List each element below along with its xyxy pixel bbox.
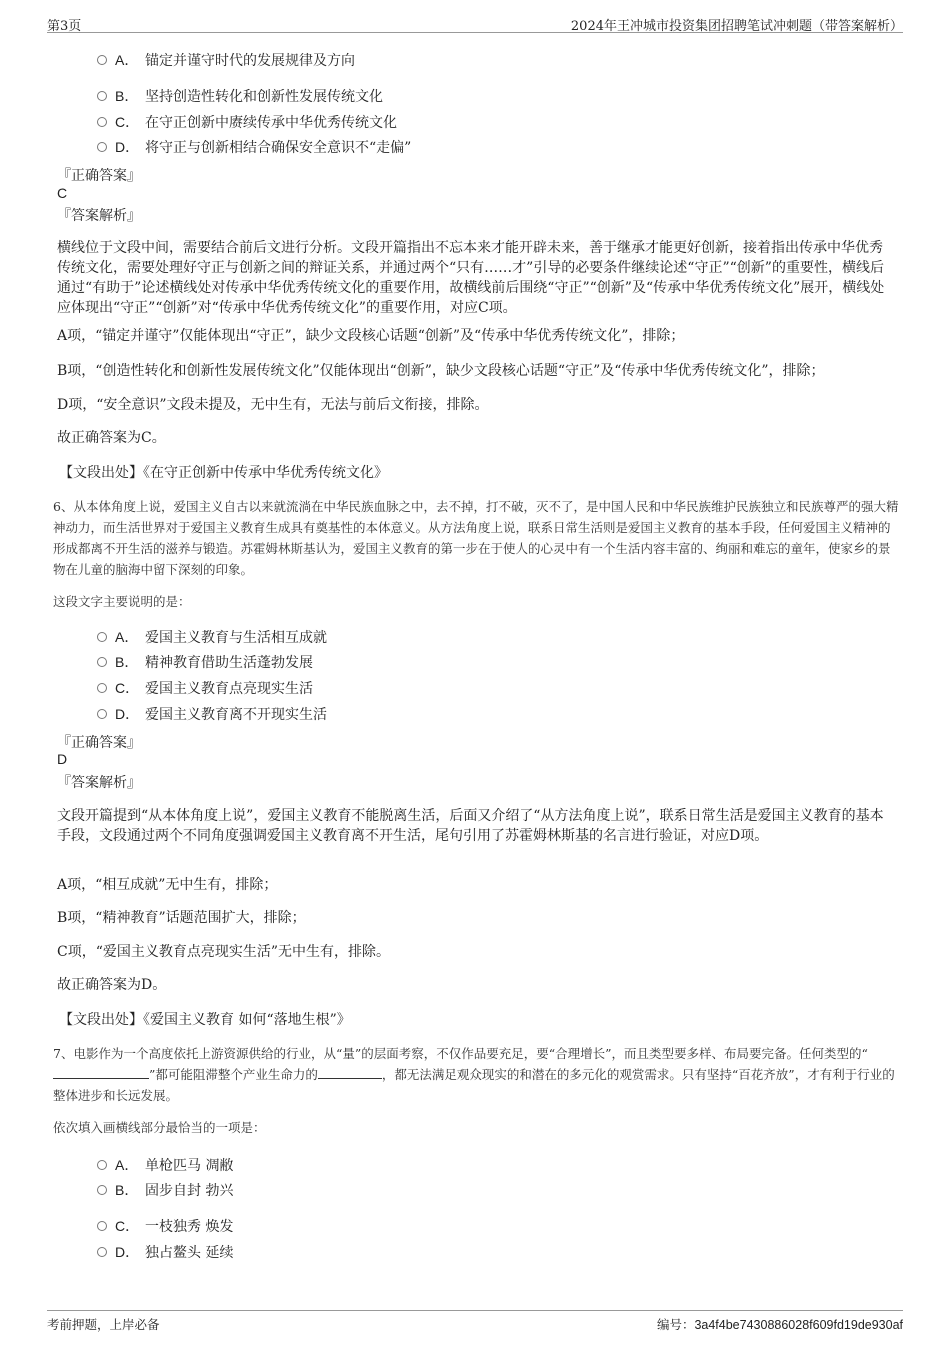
radio-icon[interactable] [97, 142, 107, 152]
radio-icon[interactable] [97, 1185, 107, 1195]
fill-blank-2[interactable] [318, 1066, 382, 1079]
question-prompt: 依次填入画横线部分最恰当的一项是： [53, 1120, 266, 1135]
question-prompt: 这段文字主要说明的是： [53, 594, 191, 609]
q6-option-d[interactable]: D． 爱国主义教育离不开现实生活 [97, 704, 327, 724]
page-number: 第3页 [47, 19, 82, 34]
radio-icon[interactable] [97, 117, 107, 127]
correct-answer-label: 『正确答案』 [57, 735, 141, 751]
analysis-paragraph: D项，“安全意识”文段未提及，无中生有，无法与前后文衔接，排除。 [57, 397, 489, 413]
analysis-label: 『答案解析』 [57, 775, 141, 791]
correct-answer-label: 『正确答案』 [57, 168, 141, 184]
correct-answer: D [57, 751, 68, 767]
analysis-paragraph: C项，“爱国主义教育点亮现实生活”无中生有，排除。 [57, 944, 391, 960]
q7-option-d[interactable]: D． 独占鳌头 延续 [97, 1242, 233, 1262]
analysis-paragraph: 横线位于文段中间，需要结合前后文进行分析。文段开篇指出不忘本来才能开辟未来，善于继承才能更好创新，接着指出传承中华优秀传统文化，需要处理好守正与创新之间的辩证关系，并通过两个“只有……才”引导的必要条件继续论述“守正”“创新”的重要性，横线后通过“有助于”论述横线处对传承中华优秀传统文化的重要作用，故横线前后围绕“守正”“创新”及“传承中华优秀传统文化”展开，横线处应体现出“守正”“创新”对“传承中华优秀传统文化”的重要作用，对应C项。 [57, 240, 885, 316]
radio-icon[interactable] [97, 683, 107, 693]
question-stem: 7、电影作为一个高度依托上游资源供给的行业，从“量”的层面考察，不仅作品要充足，要“合理增长”，而且类型要多样、布局要完备。任何类型的“”都可能阻滞整个产业生命力的 ，都无法满足观众现实的和潜在的多元化的观赏需求。只有坚持“百花齐放”，才有利于行业的整体进步和长远发展。 [53, 1046, 895, 1103]
page-footer [47, 1310, 903, 1335]
q7-option-b[interactable]: B． 固步自封 勃兴 [97, 1180, 233, 1200]
analysis-paragraph: B项，“创造性转化和创新性发展传统文化”仅能体现出“创新”，缺少文段核心话题“守正”及“传承中华优秀传统文化”，排除； [57, 363, 825, 379]
page-header [47, 12, 903, 33]
radio-icon[interactable] [97, 55, 107, 65]
analysis-paragraph: A项，“锚定并谨守”仅能体现出“守正”，缺少文段核心话题“创新”及“传承中华优秀传统文化”，排除； [57, 328, 685, 344]
source-citation: 【文段出处】《爱国主义教育 如何“落地生根”》 [59, 1012, 351, 1028]
q6-option-a[interactable]: A． 爱国主义教育与生活相互成就 [97, 627, 327, 647]
analysis-paragraph: B项，“精神教育”话题范围扩大，排除； [57, 910, 306, 926]
q7-option-a[interactable]: A． 单枪匹马 凋敝 [97, 1155, 233, 1175]
fill-blank-1[interactable] [53, 1066, 149, 1079]
correct-answer: C [57, 185, 68, 201]
q7-option-c[interactable]: C． 一枝独秀 焕发 [97, 1216, 233, 1236]
q5-option-c[interactable]: C． 在守正创新中赓续传承中华优秀传统文化 [97, 112, 397, 132]
question-stem: 6、从本体角度上说，爱国主义自古以来就流淌在中华民族血脉之中，去不掉，打不破，灭不了，是中国人民和中华民族维护民族独立和民族尊严的强大精神动力，而生活世界对于爱国主义教育生成具有奠基性的本体意义。从方法角度上说，联系日常生活则是爱国主义教育的基本手段，任何爱国主义精神的形成都离不开生活的滋养与锻造。苏霍姆林斯基认为，爱国主义教育的第一步在于使人的心灵中有一个生活内容丰富的、绚丽和难忘的童年，使家乡的景物在儿童的脑海中留下深刻的印象。 [53, 499, 899, 577]
analysis-conclusion: 故正确答案为D。 [57, 977, 167, 993]
radio-icon[interactable] [97, 1160, 107, 1170]
q6-option-c[interactable]: C． 爱国主义教育点亮现实生活 [97, 678, 313, 698]
radio-icon[interactable] [97, 1221, 107, 1231]
radio-icon[interactable] [97, 91, 107, 101]
analysis-conclusion: 故正确答案为C。 [57, 430, 166, 446]
radio-icon[interactable] [97, 1247, 107, 1257]
analysis-paragraph: 文段开篇提到“从本体角度上说”，爱国主义教育不能脱离生活，后面又介绍了“从方法角度上说”，联系日常生活是爱国主义教育的基本手段，文段通过两个不同角度强调爱国主义教育离不开生活，尾句引用了苏霍姆林斯基的名言进行验证，对应D项。 [57, 808, 884, 844]
q5-option-b[interactable]: B． 坚持创造性转化和创新性发展传统文化 [97, 86, 383, 106]
analysis-paragraph: A项，“相互成就”无中生有，排除； [57, 877, 278, 893]
document-id: 编号：3a4f4be7430886028f609fd19de930af [656, 1318, 903, 1332]
radio-icon[interactable] [97, 632, 107, 642]
analysis-label: 『答案解析』 [57, 208, 141, 224]
footer-slogan: 考前押题，上岸必备 [47, 1317, 160, 1332]
source-citation: 【文段出处】《在守正创新中传承中华优秀传统文化》 [59, 465, 388, 481]
q5-option-a[interactable]: A． 锚定并谨守时代的发展规律及方向 [97, 50, 355, 70]
radio-icon[interactable] [97, 657, 107, 667]
q6-option-b[interactable]: B． 精神教育借助生活蓬勃发展 [97, 652, 313, 672]
radio-icon[interactable] [97, 709, 107, 719]
document-title: 2024年王冲城市投资集团招聘笔试冲刺题（带答案解析） [570, 19, 903, 34]
q5-option-d[interactable]: D． 将守正与创新相结合确保安全意识不“走偏” [97, 137, 411, 157]
